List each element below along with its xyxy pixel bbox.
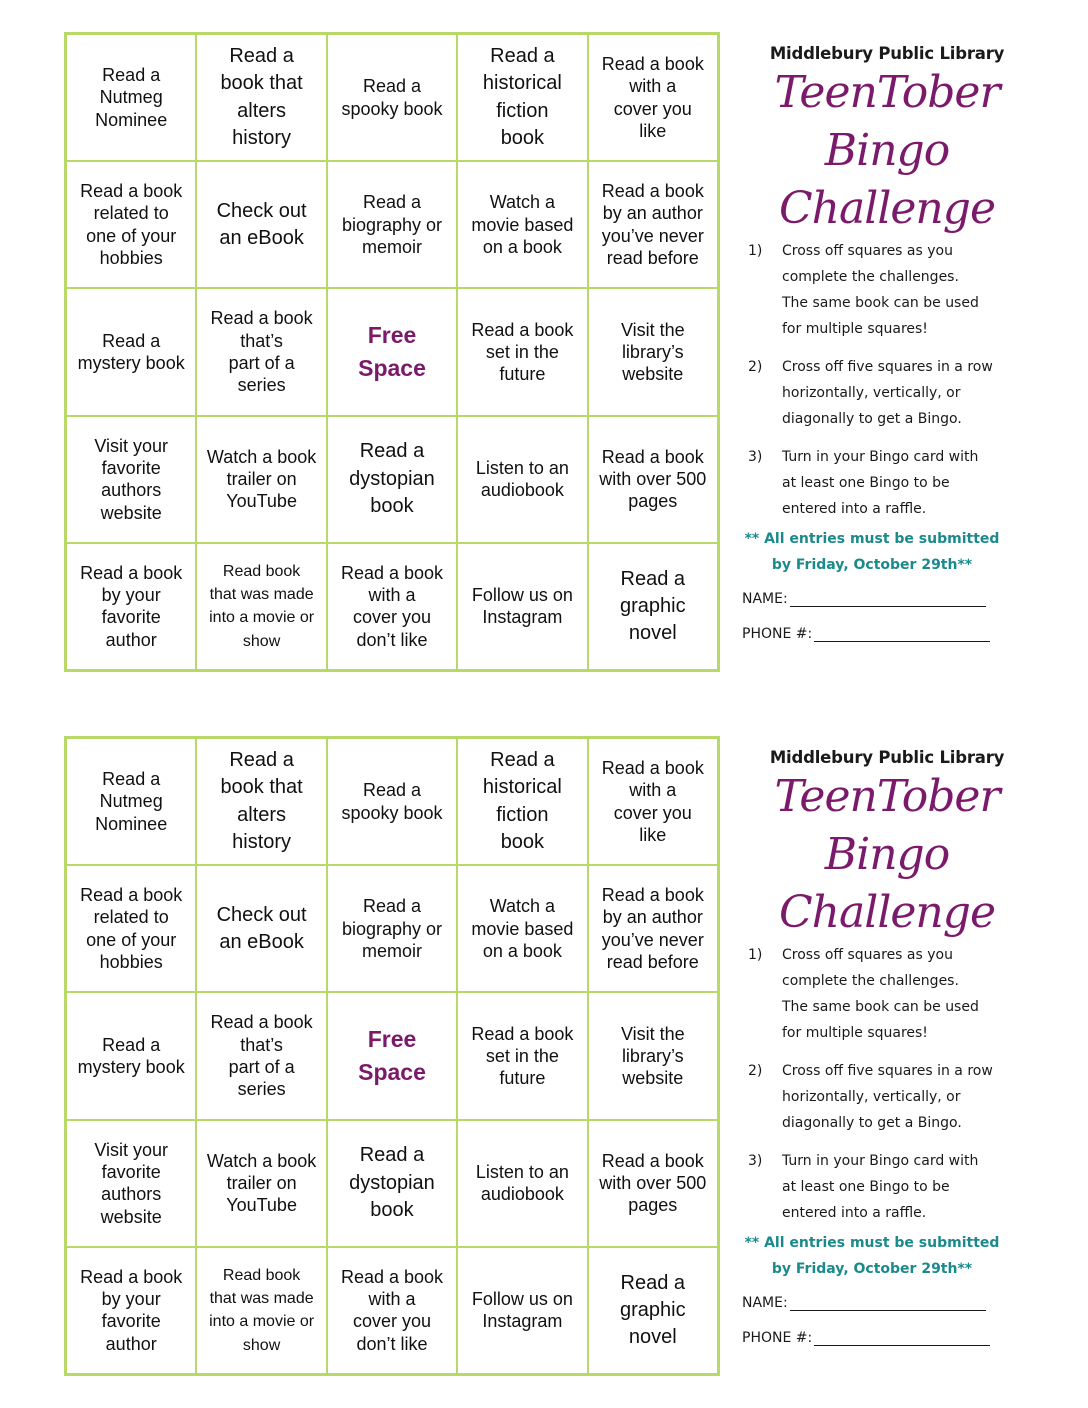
deadline-notice: ** All entries must be submitted by Friday, October 29th** [744, 1235, 1000, 1277]
bingo-square[interactable]: Read a dystopian book [327, 1120, 457, 1247]
bingo-square[interactable]: Read a spooky book [327, 738, 457, 865]
bingo-square[interactable]: Read book that was made into a movie or show [196, 543, 326, 670]
phone-label: PHONE #: [742, 626, 813, 642]
phone-label: PHONE #: [742, 1330, 813, 1346]
name-field[interactable] [742, 590, 986, 607]
step-number: 3) [748, 449, 763, 465]
bingo-square[interactable]: Check out an eBook [196, 865, 326, 992]
bingo-square[interactable]: Read a graphic novel [588, 1247, 718, 1374]
bingo-square[interactable]: Read a mystery book [66, 288, 196, 415]
bingo-square[interactable]: Read a biography or memoir [327, 161, 457, 288]
bingo-square[interactable]: Watch a book trailer on YouTube [196, 416, 326, 543]
bingo-square[interactable]: Read book that was made into a movie or show [196, 1247, 326, 1374]
instruction-list [748, 238, 1048, 534]
bingo-square[interactable]: Read a book with a cover you like [588, 34, 718, 161]
instruction-step [748, 238, 1048, 342]
step-text: Cross off five squares in a row horizontally, vertically, or diagonally to get a Bingo. [782, 359, 993, 427]
bingo-square[interactable]: Follow us on Instagram [457, 1247, 587, 1374]
bingo-square[interactable]: Read a historical fiction book [457, 738, 587, 865]
step-text: Cross off squares as you complete the challenges. The same book can be used for multiple squares! [782, 947, 979, 1041]
bingo-square[interactable]: Read a book that’s part of a series [196, 288, 326, 415]
bingo-square[interactable]: Read a mystery book [66, 992, 196, 1119]
bingo-square[interactable]: Read a biography or memoir [327, 865, 457, 992]
phone-field[interactable] [742, 625, 990, 642]
library-name: Middlebury Public Library [769, 748, 1005, 767]
step-number: 2) [748, 1063, 763, 1079]
step-text: Cross off squares as you complete the challenges. The same book can be used for multiple squares! [782, 243, 979, 337]
bingo-square[interactable]: Read a book that’s part of a series [196, 992, 326, 1119]
step-text: Turn in your Bingo card with at least one Bingo to be entered into a raffle. [782, 1153, 979, 1221]
bingo-square[interactable]: Read a historical fiction book [457, 34, 587, 161]
bingo-square[interactable]: Read a book by an author you’ve never read before [588, 865, 718, 992]
name-field[interactable] [742, 1294, 986, 1311]
name-line[interactable] [790, 1294, 986, 1311]
bingo-square[interactable]: Read a book set in the future [457, 992, 587, 1119]
instruction-step [748, 444, 1048, 522]
title-line: Challenge [779, 183, 995, 234]
step-number: 1) [748, 947, 763, 963]
name-line[interactable] [790, 590, 986, 607]
bingo-square[interactable]: Watch a movie based on a book [457, 161, 587, 288]
bingo-square[interactable]: Read a Nutmeg Nominee [66, 738, 196, 865]
instruction-step [748, 354, 1048, 432]
bingo-grid [64, 32, 720, 672]
step-number: 2) [748, 359, 763, 375]
title-line: Challenge [779, 887, 995, 938]
instruction-step [748, 1058, 1048, 1136]
step-text: Cross off five squares in a row horizontally, vertically, or diagonally to get a Bingo. [782, 1063, 993, 1131]
name-label: NAME: [742, 591, 788, 607]
bingo-square[interactable]: Read a book with over 500 pages [588, 416, 718, 543]
bingo-grid [64, 736, 720, 1376]
phone-line[interactable] [814, 625, 990, 642]
challenge-title [736, 64, 1038, 238]
bingo-square[interactable]: Read a spooky book [327, 34, 457, 161]
bingo-square[interactable]: Read a Nutmeg Nominee [66, 34, 196, 161]
bingo-square[interactable]: Follow us on Instagram [457, 543, 587, 670]
step-number: 3) [748, 1153, 763, 1169]
title-line: TeenTober [774, 67, 1000, 118]
free-space-square[interactable]: Free Space [327, 288, 457, 415]
bingo-square[interactable]: Read a book that alters history [196, 738, 326, 865]
bingo-square[interactable]: Read a book with a cover you like [588, 738, 718, 865]
bingo-square[interactable]: Visit the library’s website [588, 992, 718, 1119]
step-text: Turn in your Bingo card with at least one Bingo to be entered into a raffle. [782, 449, 979, 517]
instruction-step [748, 942, 1048, 1046]
library-name: Middlebury Public Library [769, 44, 1005, 63]
deadline-notice: ** All entries must be submitted by Friday, October 29th** [744, 531, 1000, 573]
instructions-panel [736, 744, 1076, 1364]
bingo-square[interactable]: Read a book related to one of your hobbies [66, 161, 196, 288]
instruction-step [748, 1148, 1048, 1226]
bingo-card-2 [0, 704, 1088, 1354]
phone-line[interactable] [814, 1329, 990, 1346]
step-number: 1) [748, 243, 763, 259]
instruction-list [748, 942, 1048, 1238]
challenge-title [736, 768, 1038, 942]
title-line: Bingo [824, 829, 950, 880]
bingo-square[interactable]: Check out an eBook [196, 161, 326, 288]
bingo-square[interactable]: Read a dystopian book [327, 416, 457, 543]
bingo-square[interactable]: Visit your favorite authors website [66, 1120, 196, 1247]
bingo-square[interactable]: Listen to an audiobook [457, 1120, 587, 1247]
bingo-square[interactable]: Visit your favorite authors website [66, 416, 196, 543]
bingo-square[interactable]: Listen to an audiobook [457, 416, 587, 543]
bingo-square[interactable]: Watch a book trailer on YouTube [196, 1120, 326, 1247]
bingo-square[interactable]: Read a book by an author you’ve never read before [588, 161, 718, 288]
bingo-square[interactable]: Read a book with over 500 pages [588, 1120, 718, 1247]
bingo-square[interactable]: Read a book by your favorite author [66, 543, 196, 670]
title-line: TeenTober [774, 771, 1000, 822]
bingo-square[interactable]: Read a book that alters history [196, 34, 326, 161]
name-label: NAME: [742, 1295, 788, 1311]
title-line: Bingo [824, 125, 950, 176]
bingo-square[interactable]: Read a book set in the future [457, 288, 587, 415]
free-space-square[interactable]: Free Space [327, 992, 457, 1119]
bingo-square[interactable]: Watch a movie based on a book [457, 865, 587, 992]
bingo-square[interactable]: Read a book related to one of your hobbies [66, 865, 196, 992]
phone-field[interactable] [742, 1329, 990, 1346]
bingo-square[interactable]: Read a book by your favorite author [66, 1247, 196, 1374]
bingo-square[interactable]: Read a book with a cover you don’t like [327, 543, 457, 670]
bingo-square[interactable]: Read a book with a cover you don’t like [327, 1247, 457, 1374]
bingo-card-1 [0, 0, 1088, 650]
bingo-square[interactable]: Read a graphic novel [588, 543, 718, 670]
instructions-panel [736, 40, 1076, 660]
bingo-square[interactable]: Visit the library’s website [588, 288, 718, 415]
